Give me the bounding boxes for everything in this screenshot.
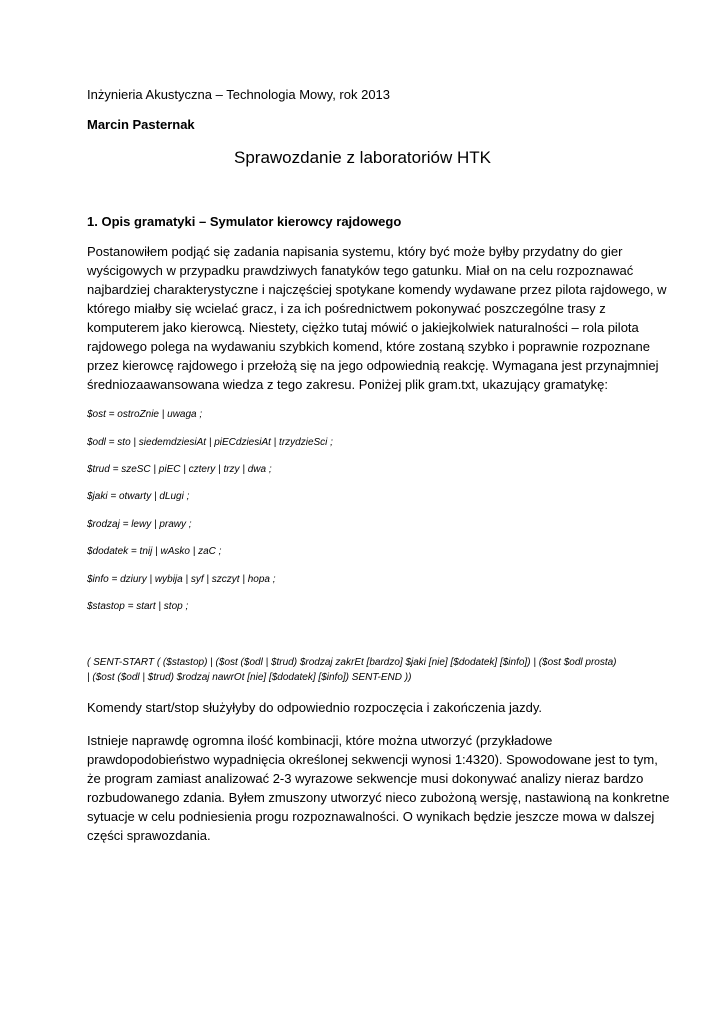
sentence-rule-line: ( SENT-START ( ($stastop) | ($ost ($odl | $trud) $rodzaj zakrEt [bardzo] $jaki [nie] [$dodatek] [$info]) | ($ost $odl prosta)	[87, 657, 617, 668]
section-heading: 1. Opis gramatyki – Symulator kierowcy rajdowego	[87, 214, 402, 229]
grammar-rule-stastop: $stastop = start | stop ;	[87, 601, 189, 612]
grammar-rule-jaki: $jaki = otwarty | dLugi ;	[87, 491, 190, 502]
document-title: Sprawozdanie z laboratoriów HTK	[233, 148, 491, 167]
author-name: Marcin Pasternak	[87, 117, 195, 132]
sentence-rule	[87, 655, 617, 685]
grammar-rule-info: $info = dziury | wybija | syf | szczyt | hopa ;	[87, 574, 276, 585]
paragraph-line: którego miałby się wcielać gracz, i za ich pośrednictwem pokonywać poszczególne trasy z	[87, 301, 606, 316]
paragraph-line: rozbudowanego zdania. Byłem zmuszony utworzyć nieco zubożoną wersję, nastawioną na konkretne	[87, 790, 670, 805]
grammar-rule-dodatek: $dodatek = tnij | wAsko | zaC ;	[87, 546, 222, 557]
grammar-rule-odl: $odl = sto | siedemdziesiAt | piECdziesiAt | trzydzieSci ;	[87, 437, 333, 448]
paragraph-line: średniozaawansowana wiedza z tego zakresu. Poniżej plik gram.txt, ukazujący gramatykę:	[87, 377, 608, 392]
grammar-rule-rodzaj: $rodzaj = lewy | prawy ;	[87, 519, 192, 530]
paragraph-combinations	[87, 731, 670, 845]
paragraph-line: wyścigowych w przypadku prawdziwych fanatyków tego gatunku. Miał on na celu rozpoznawać	[87, 263, 634, 278]
paragraph-line: części sprawozdania.	[87, 828, 211, 843]
paragraph-line: rajdowego polega na wydawaniu szybkich komend, które zostaną szybko i poprawnie rozpoznane	[87, 339, 650, 354]
paragraph-line: komputerem jako kierowcą. Niestety, ciężko tutaj mówić o jakiejkolwiek naturalności – rola pilota	[87, 320, 639, 335]
paragraph-line: prawdopodobieństwo wypadnięcia określonej sekwencji wynosi 1:4320). Spowodowane jest to tym,	[87, 752, 658, 767]
paragraph-line: Istnieje naprawdę ogromna ilość kombinacji, które można utworzyć (przykładowe	[87, 733, 553, 748]
paragraph-line: Komendy start/stop służyłyby do odpowiednio rozpoczęcia i zakończenia jazdy.	[87, 700, 542, 715]
grammar-rule-ost: $ost = ostroZnie | uwaga ;	[87, 409, 203, 420]
paragraph-line: najbardziej charakterystyczne i najczęściej spotykane komendy wydawane przez pilota rajdowego, w	[87, 282, 667, 297]
paragraph-line: przez kierowcę rajdowego i przełożą się na jego odpowiednią reakcję. Wymagana jest przynajmniej	[87, 358, 659, 373]
paragraph-intro	[87, 242, 667, 394]
paragraph-line: że program zamiast analizować 2-3 wyrazowe sekwencje musi dokonywać analizy nieraz bardzo	[87, 771, 644, 786]
paragraph-line: Postanowiłem podjąć się zadania napisania systemu, który być może byłby przydatny do gier	[87, 244, 623, 259]
sentence-rule-line: | ($ost ($odl | $trud) $rodzaj nawrOt [nie] [$dodatek] [$info]) SENT-END ))	[87, 672, 412, 683]
grammar-rule-trud: $trud = szeSC | piEC | cztery | trzy | dwa ;	[87, 464, 272, 475]
course-header: Inżynieria Akustyczna – Technologia Mowy, rok 2013	[87, 87, 391, 102]
paragraph-commands	[87, 698, 647, 717]
paragraph-line: sytuacje w celu podniesienia progu rozpoznawalności. O wynikach będzie jeszcze mowa w dalszej	[87, 809, 655, 824]
